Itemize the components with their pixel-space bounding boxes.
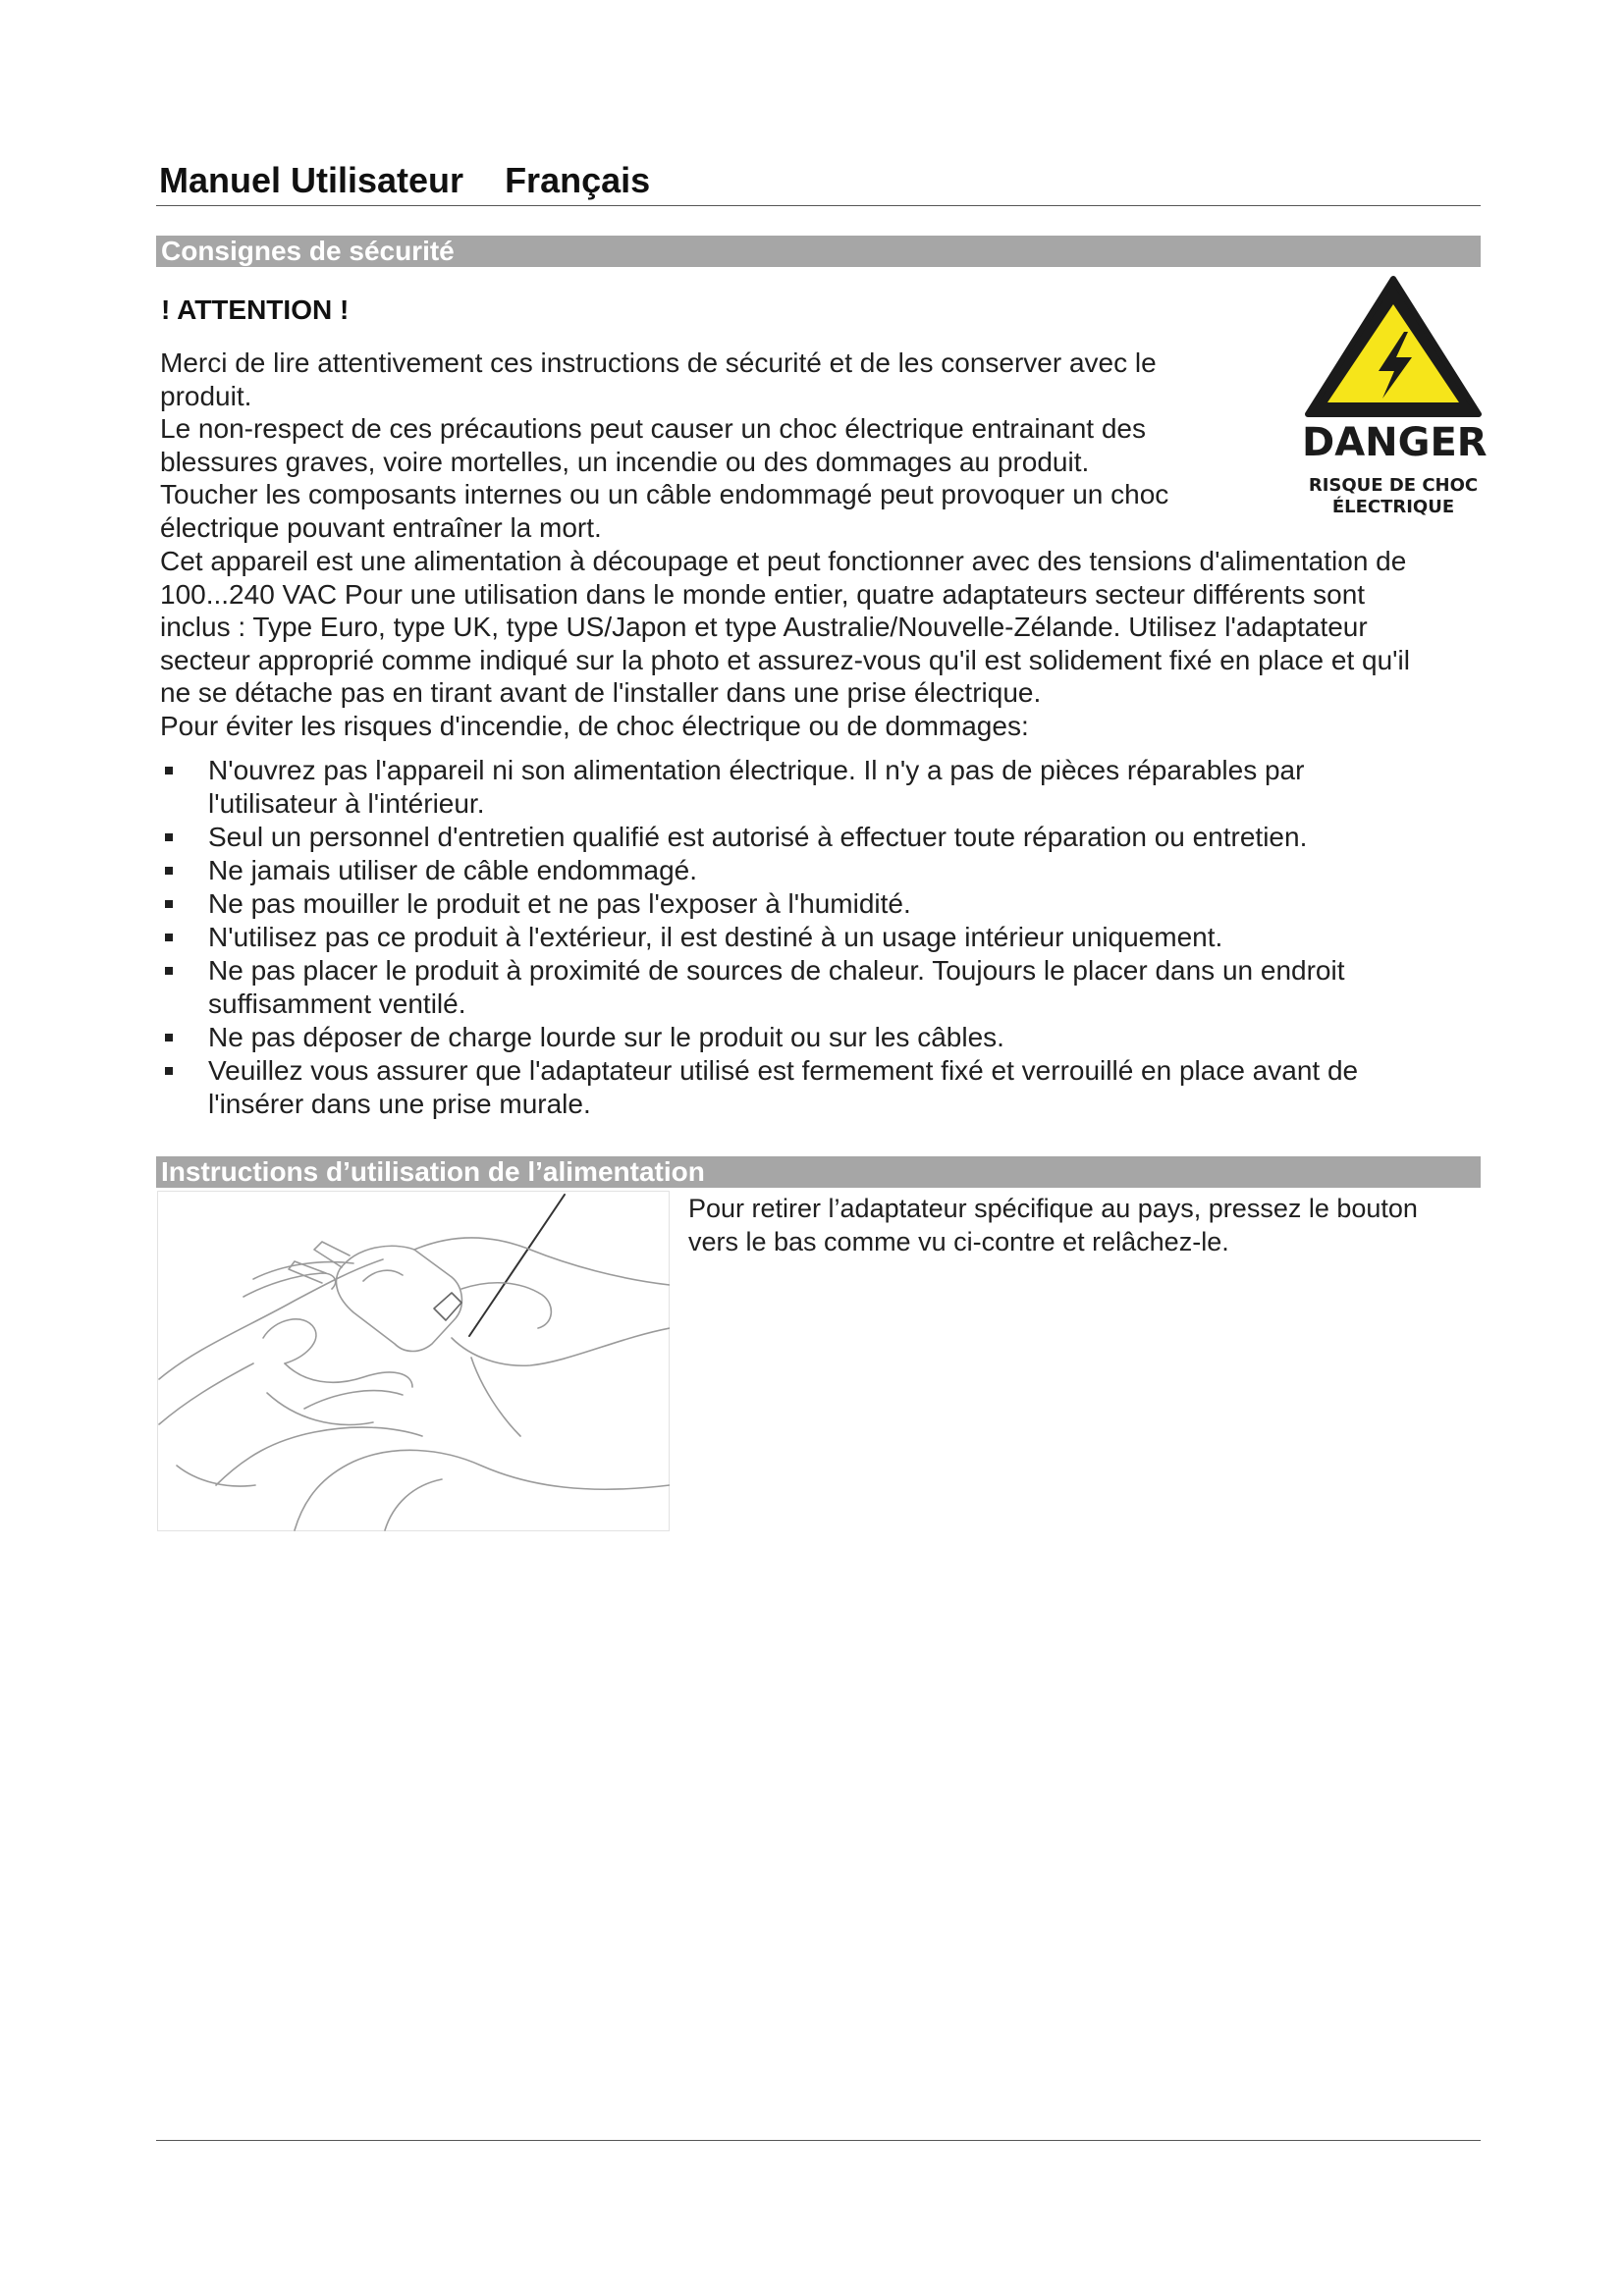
list-item [159,954,1480,1021]
bullet-square-icon [165,1067,173,1075]
bullet-line: Ne pas déposer de charge lourde sur le produit ou sur les câbles. [208,1022,1004,1052]
danger-sign [1302,273,1488,528]
bullet-line: Ne pas mouiller le produit et ne pas l'exposer à l'humidité. [208,888,911,919]
list-item [159,1054,1480,1121]
intro-line: Toucher les composants internes ou un câble endommagé peut provoquer un choc [160,479,1169,510]
page-title [159,160,650,201]
bullet-line: Veuillez vous assurer que l'adaptateur utilisé est fermement fixé et verrouillé en place avant de [208,1055,1359,1086]
list-item [159,754,1480,821]
power-section-heading: Instructions d’utilisation de l’alimentation [156,1156,1481,1188]
bullet-line: Ne jamais utiliser de câble endommagé. [208,855,698,885]
instruction-line: Pour retirer l’adaptateur spécifique au pays, pressez le bouton [688,1194,1418,1223]
list-item [159,854,1480,887]
title-divider [156,205,1481,206]
bullet-square-icon [165,1034,173,1041]
body-line: Pour éviter les risques d'incendie, de choc électrique ou de dommages: [160,710,1029,741]
body-line: Cet appareil est une alimentation à découpage et peut fonctionner avec des tensions d'alimentation de [160,546,1407,576]
bullet-square-icon [165,900,173,908]
manual-title: Manuel Utilisateur [159,160,464,200]
adapter-removal-illustration [157,1191,670,1531]
list-item [159,1021,1480,1054]
bullet-line: Seul un personnel d'entretien qualifié est autorisé à effectuer toute réparation ou entretien. [208,822,1308,852]
language-label: Français [505,160,651,200]
bullet-square-icon [165,767,173,774]
bullet-square-icon [165,833,173,841]
list-item [159,921,1480,954]
body-line: secteur approprié comme indiqué sur la photo et assurez-vous qu'il est solidement fixé en place et qu'il [160,644,1410,675]
bullet-square-icon [165,867,173,875]
danger-sublabel: ÉLECTRIQUE [1331,497,1455,517]
power-instructions [688,1192,1484,1258]
hand-adapter-drawing [157,1191,670,1531]
instruction-line: vers le bas comme vu ci-contre et relâchez-le. [688,1227,1229,1256]
safety-section-heading: Consignes de sécurité [156,236,1481,267]
safety-bullet-list [159,754,1480,1121]
bullet-line: Ne pas placer le produit à proximité de sources de chaleur. Toujours le placer dans un endroit [208,955,1345,986]
bullet-line: l'insérer dans une prise murale. [208,1089,591,1119]
list-item [159,821,1480,854]
danger-sublabel: RISQUE DE CHOC [1308,475,1479,496]
bullet-line: suffisamment ventilé. [208,988,466,1019]
bullet-square-icon [165,967,173,975]
safety-body [160,545,1481,743]
warning-triangle-icon [1302,273,1485,420]
intro-line: blessures graves, voire mortelles, un incendie ou des dommages au produit. [160,446,1090,477]
danger-label: DANGER [1302,420,1488,465]
bullet-line: N'ouvrez pas l'appareil ni son alimentation électrique. Il n'y a pas de pièces réparables par [208,755,1305,785]
intro-line: Le non-respect de ces précautions peut causer un choc électrique entrainant des [160,413,1146,445]
attention-heading: ! ATTENTION ! [161,294,350,325]
safety-intro [160,347,1270,545]
bullet-square-icon [165,934,173,941]
body-line: ne se détache pas en tirant avant de l'installer dans une prise électrique. [160,677,1042,709]
body-line: 100...240 VAC Pour une utilisation dans le monde entier, quatre adaptateurs secteur différents sont [160,578,1366,610]
list-item [159,887,1480,921]
body-line: inclus : Type Euro, type UK, type US/Japon et type Australie/Nouvelle-Zélande. Utilisez l'adaptateur [160,612,1368,643]
intro-line: produit. [160,380,252,411]
bullet-line: N'utilisez pas ce produit à l'extérieur, il est destiné à un usage intérieur uniquement. [208,922,1223,952]
intro-line: électrique pouvant entraîner la mort. [160,511,602,543]
footer-divider [156,2140,1481,2141]
intro-line: Merci de lire attentivement ces instructions de sécurité et de les conserver avec le [160,347,1157,378]
bullet-line: l'utilisateur à l'intérieur. [208,788,485,819]
